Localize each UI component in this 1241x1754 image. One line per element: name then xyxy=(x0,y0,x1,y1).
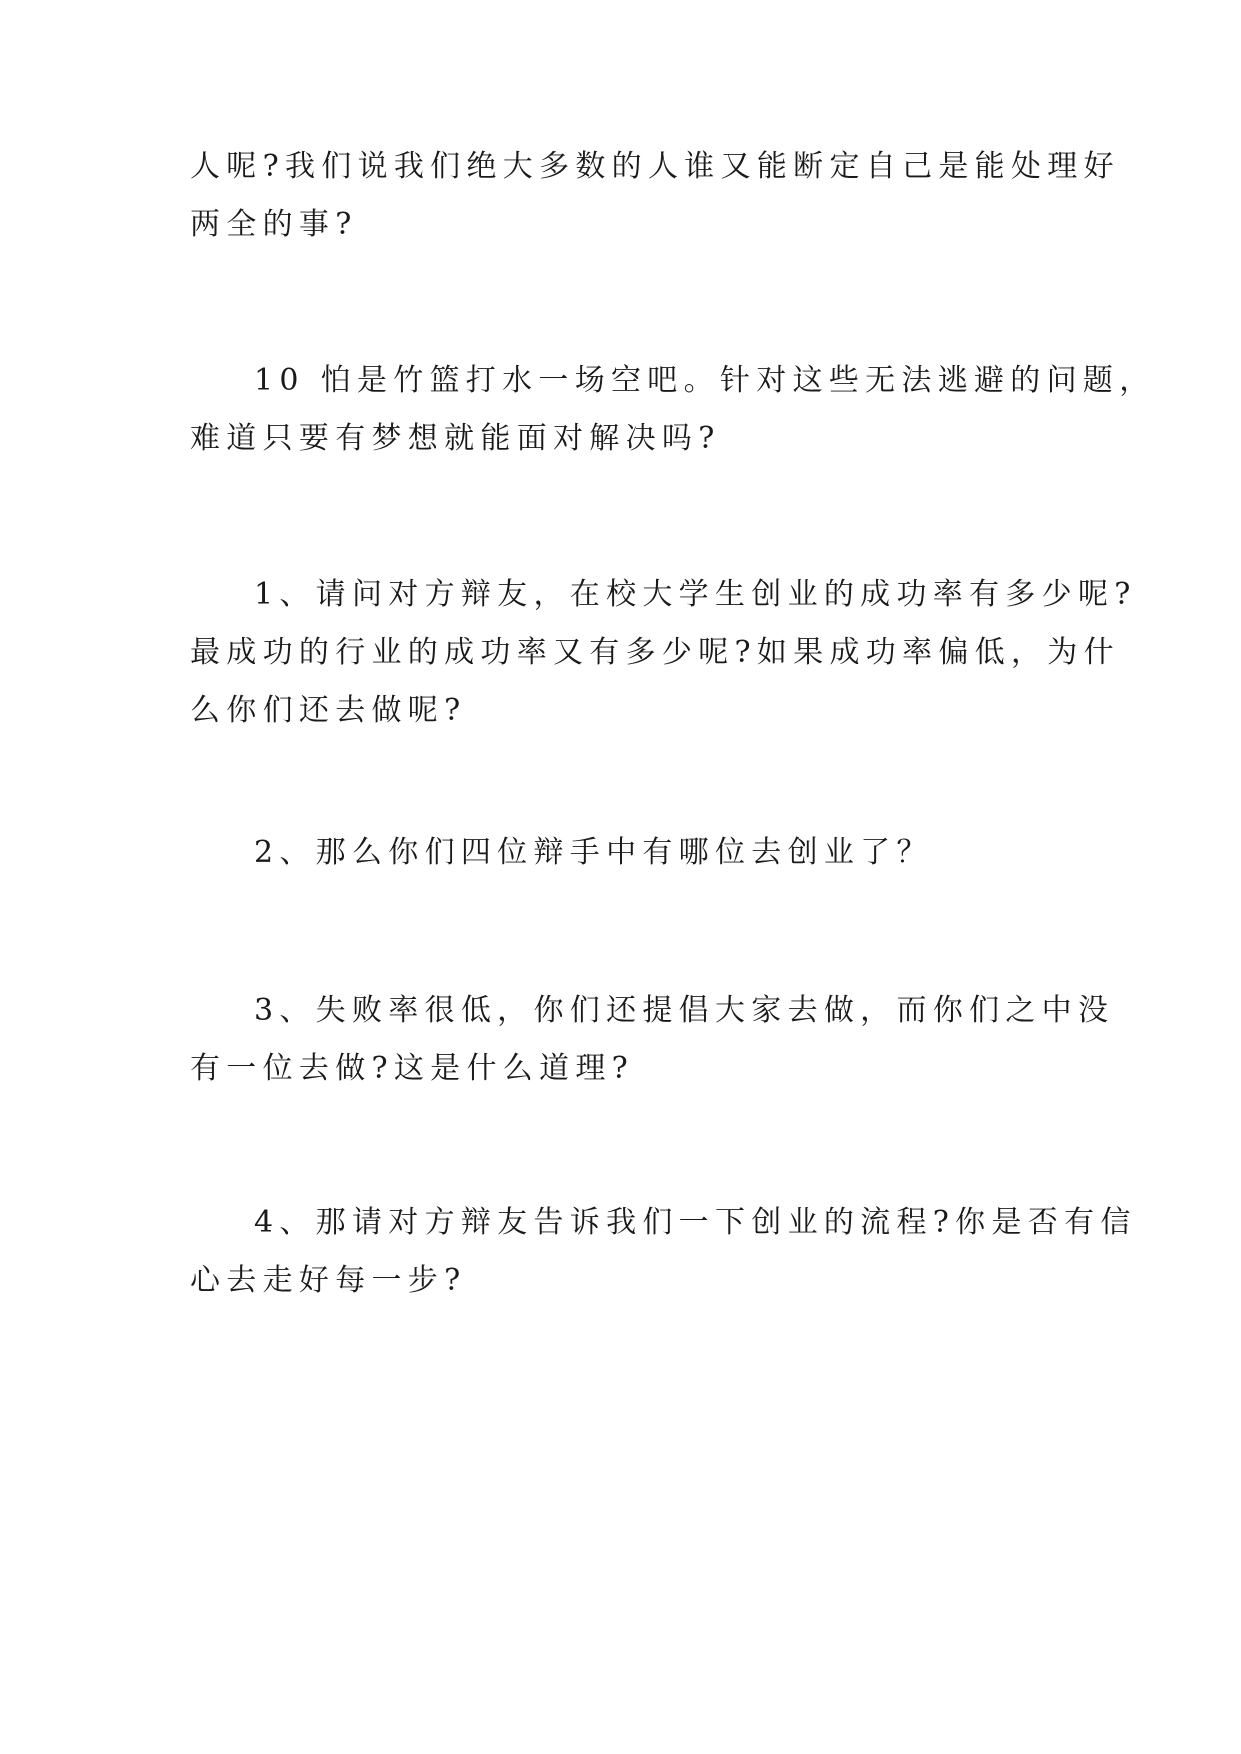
text-line: 4、那请对方辩友告诉我们一下创业的流程?你是否有信 xyxy=(254,1205,1137,1240)
text-line: 么你们还去做呢? xyxy=(190,693,467,728)
text-line: 心去走好每一步? xyxy=(190,1263,467,1298)
text-line: 最成功的行业的成功率又有多少呢?如果成功率偏低，为什 xyxy=(190,635,1120,670)
text-line: 人呢?我们说我们绝大多数的人谁又能断定自己是能处理好 xyxy=(190,149,1120,184)
text-line: 难道只要有梦想就能面对解决吗? xyxy=(190,421,721,456)
text-line: 2、那么你们四位辩手中有哪位去创业了？ xyxy=(254,835,933,870)
text-line: 有一位去做?这是什么道理? xyxy=(190,1051,635,1086)
paragraph-question-4 xyxy=(190,1194,1137,1310)
text-line: 1、请问对方辩友，在校大学生创业的成功率有多少呢? xyxy=(254,577,1137,612)
paragraph-question-3 xyxy=(190,982,1115,1098)
paragraph-question-1 xyxy=(190,566,1137,740)
paragraph-question-2 xyxy=(190,824,1070,882)
text-line: 10 怕是竹篮打水一场空吧。针对这些无法逃避的问题， xyxy=(254,363,1156,398)
text-line: 3、失败率很低，你们还提倡大家去做，而你们之中没 xyxy=(254,993,1115,1028)
paragraph-continued xyxy=(190,138,1120,254)
paragraph-10 xyxy=(190,352,1156,468)
text-line: 两全的事? xyxy=(190,207,358,242)
